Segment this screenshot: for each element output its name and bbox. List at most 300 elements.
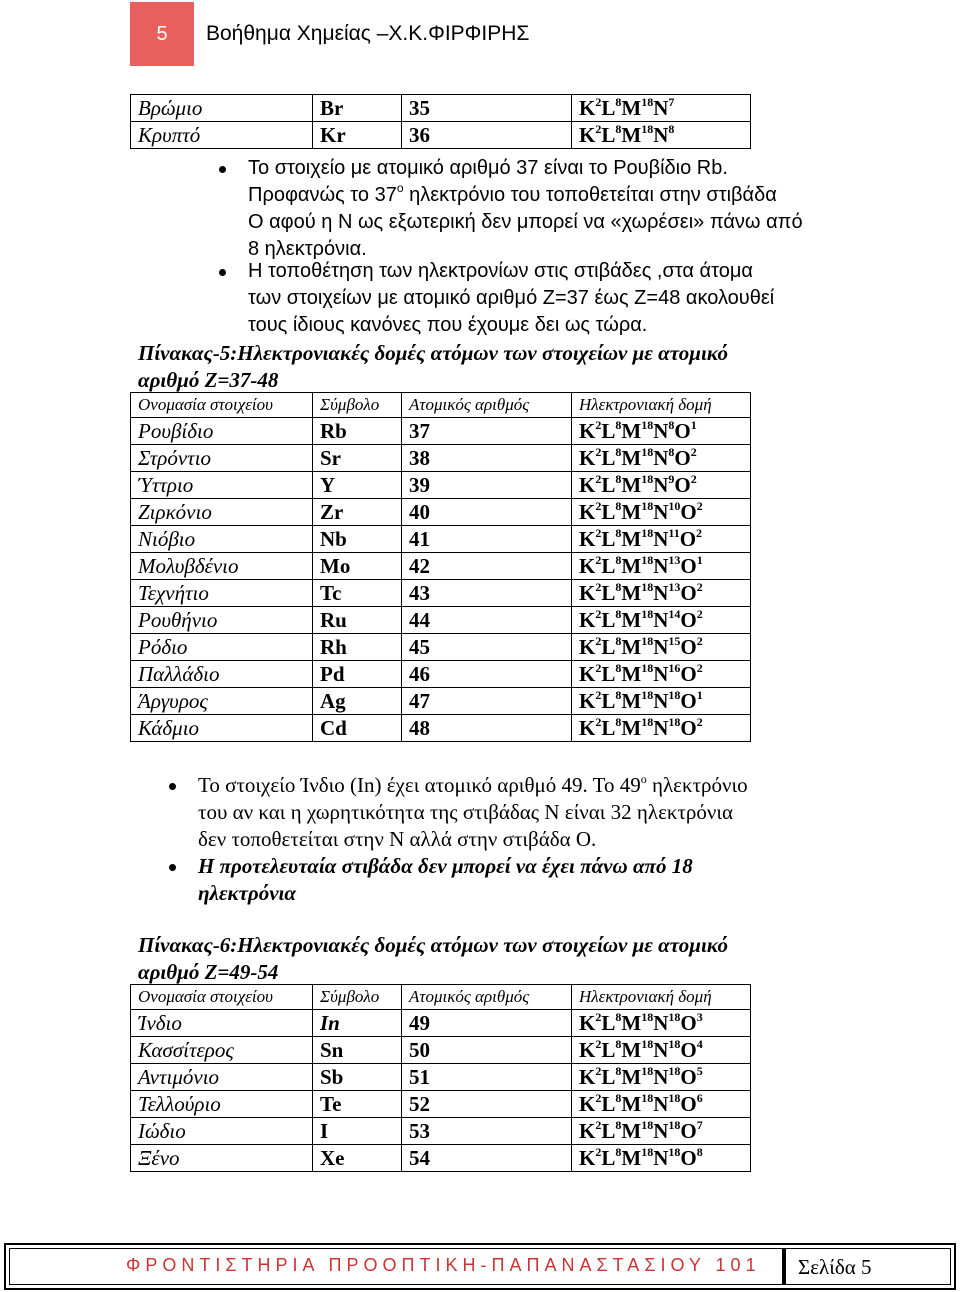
footer-divider	[782, 1248, 786, 1285]
symbol-cell: Zr	[313, 499, 402, 526]
electron-config-cell	[572, 607, 751, 634]
shell-count: 2	[595, 1037, 602, 1051]
electron-config-cell	[572, 418, 751, 445]
atomic-number-cell: 45	[402, 634, 572, 661]
atomic-number-cell: 44	[402, 607, 572, 634]
symbol-cell: Br	[313, 95, 402, 122]
bullet-dot-icon	[219, 166, 226, 173]
element-name-cell: Ρουβίδιο	[131, 418, 313, 445]
shell-count: 14	[668, 607, 681, 621]
table-row	[131, 418, 751, 445]
shell-letter: M	[621, 500, 642, 524]
shell-letter: O	[679, 527, 697, 551]
shell-letter: K	[579, 662, 596, 686]
shell-count: 8	[696, 1145, 703, 1159]
shell-count: 2	[696, 499, 703, 513]
shell-letter: K	[579, 581, 596, 605]
shell-count: 1	[690, 418, 697, 432]
shell-letter: O	[680, 1038, 697, 1062]
atomic-number-cell: 54	[402, 1145, 572, 1172]
shell-count: 18	[641, 1118, 654, 1132]
shell-count: 4	[696, 1037, 703, 1051]
shell-letter: M	[621, 1011, 642, 1035]
shell-letter: O	[680, 1065, 697, 1089]
shell-count: 2	[696, 607, 703, 621]
electron-config-cell	[572, 580, 751, 607]
table-row	[131, 1091, 751, 1118]
electron-config-cell	[572, 1145, 751, 1172]
shell-count: 8	[615, 445, 622, 459]
table-row	[131, 122, 751, 149]
electron-config-cell	[572, 95, 751, 122]
atomic-number-cell: 35	[402, 95, 572, 122]
shell-count: 2	[595, 607, 602, 621]
element-name-cell: Ρόδιο	[131, 634, 313, 661]
shell-letter: M	[621, 635, 642, 659]
bullet-rule-text: Η προτελευταία στιβάδα δεν μπορεί να έχει πάνω από 18 ηλεκτρόνια	[198, 853, 693, 907]
shell-count: 13	[668, 553, 681, 567]
shell-count: 2	[595, 634, 602, 648]
shell-count: 18	[668, 715, 681, 729]
shell-letter: M	[621, 716, 642, 740]
shell-letter: N	[653, 1119, 669, 1143]
shell-letter: L	[601, 581, 616, 605]
symbol-cell: Xe	[313, 1145, 402, 1172]
shell-count: 2	[595, 688, 602, 702]
shell-count: 18	[641, 1145, 654, 1159]
table-row	[131, 526, 751, 553]
shell-count: 2	[595, 418, 602, 432]
electron-config-cell	[572, 472, 751, 499]
shell-letter: M	[621, 419, 642, 443]
shell-letter: L	[601, 1092, 616, 1116]
shell-letter: N	[653, 123, 669, 147]
header-cell: Ονομασία στοιχείου	[131, 393, 313, 418]
symbol-cell: Sn	[313, 1037, 402, 1064]
shell-letter: O	[680, 635, 697, 659]
shell-count: 18	[668, 1118, 681, 1132]
shell-count: 2	[595, 472, 602, 486]
header-cell: Σύμβολο	[313, 985, 402, 1010]
symbol-cell: Sr	[313, 445, 402, 472]
atomic-number-cell: 42	[402, 553, 572, 580]
atomic-number-cell: 50	[402, 1037, 572, 1064]
table-row	[131, 1010, 751, 1037]
shell-count: 18	[641, 580, 654, 594]
shell-letter: O	[680, 662, 697, 686]
element-name-cell: Ιώδιο	[131, 1118, 313, 1145]
shell-letter: L	[601, 635, 616, 659]
element-name-cell: Τελλούριο	[131, 1091, 313, 1118]
bullet-dot-icon	[169, 864, 176, 871]
shell-letter: M	[621, 527, 642, 551]
table-row	[131, 607, 751, 634]
shell-letter: N	[653, 96, 669, 120]
shell-letter: K	[579, 527, 596, 551]
shell-letter: L	[601, 554, 616, 578]
shell-count: 2	[690, 445, 697, 459]
shell-count: 8	[615, 634, 622, 648]
element-name-cell: Βρώμιο	[131, 95, 313, 122]
shell-letter: M	[621, 662, 642, 686]
atomic-number-cell: 53	[402, 1118, 572, 1145]
shell-letter: N	[653, 419, 669, 443]
shell-letter: N	[653, 635, 669, 659]
shell-letter: O	[680, 689, 697, 713]
shell-count: 5	[696, 1064, 703, 1078]
symbol-cell: Tc	[313, 580, 402, 607]
shell-count: 3	[696, 1010, 703, 1024]
footer-school-name: ΦΡΟΝΤΙΣΤΗΡΙΑ ΠΡΟΟΠΤΙΚΗ-ΠΑΠΑΝΑΣΤΑΣΙΟΥ 101	[126, 1255, 761, 1275]
shell-count: 2	[696, 661, 703, 675]
element-name-cell: Ρουθήνιο	[131, 607, 313, 634]
shell-letter: L	[601, 1038, 616, 1062]
shell-count: 8	[615, 607, 622, 621]
electron-config-cell	[572, 634, 751, 661]
shell-count: 2	[595, 445, 602, 459]
shell-letter: O	[680, 1011, 697, 1035]
shell-letter: N	[653, 662, 669, 686]
element-name-cell: Κρυπτό	[131, 122, 313, 149]
electron-config-cell	[572, 553, 751, 580]
table-row	[131, 472, 751, 499]
shell-count: 18	[641, 715, 654, 729]
table5-caption: Πίνακας-5:Ηλεκτρονιακές δομές ατόμων των στοιχείων με ατομικό αριθμό Ζ=37-48	[138, 341, 729, 392]
shell-count: 18	[668, 1037, 681, 1051]
shell-count: 8	[615, 1064, 622, 1078]
shell-letter: N	[653, 1011, 669, 1035]
shell-count: 15	[668, 634, 681, 648]
symbol-cell: Rb	[313, 418, 402, 445]
shell-count: 13	[668, 580, 681, 594]
bullet-rb-text: Το στοιχείο με ατομικό αριθμό 37 είναι το Ρουβίδιο Rb. Προφανώς το $37^o$ ηλεκτρόνιο του τοποθετείται στην στιβάδα Ο αφού η Ν ως εξωτερική δεν μπορεί να «χωρέσει» πάνω από 8 ηλεκτρόνια.	[248, 155, 803, 263]
header-cell: Ονομασία στοιχείου	[131, 985, 313, 1010]
symbol-cell: Mo	[313, 553, 402, 580]
shell-count: 1	[696, 688, 703, 702]
electron-config-cell	[572, 1118, 751, 1145]
table-row	[131, 688, 751, 715]
element-name-cell: Κασσίτερος	[131, 1037, 313, 1064]
electron-config-cell	[572, 688, 751, 715]
electron-config-cell	[572, 1091, 751, 1118]
shell-count: 8	[668, 418, 675, 432]
atomic-number-cell: 47	[402, 688, 572, 715]
shell-letter: N	[653, 1065, 669, 1089]
shell-letter: L	[601, 527, 616, 551]
symbol-cell: Y	[313, 472, 402, 499]
atomic-number-cell: 38	[402, 445, 572, 472]
shell-count: 2	[595, 1091, 602, 1105]
electron-config-cell	[572, 1064, 751, 1091]
atomic-number-cell: 52	[402, 1091, 572, 1118]
shell-count: 6	[696, 1091, 703, 1105]
page-footer	[4, 1243, 956, 1290]
element-name-cell: Τεχνήτιο	[131, 580, 313, 607]
shell-count: 2	[595, 499, 602, 513]
shell-count: 18	[641, 499, 654, 513]
shell-letter: O	[680, 554, 697, 578]
element-name-cell: Νιόβιο	[131, 526, 313, 553]
element-name-cell: Ξένο	[131, 1145, 313, 1172]
shell-letter: N	[653, 581, 669, 605]
table6-header-row	[131, 985, 751, 1010]
element-name-cell: Άργυρος	[131, 688, 313, 715]
shell-letter: O	[680, 608, 697, 632]
shell-count: 2	[696, 634, 703, 648]
header-cell: Ατομικός αριθμός	[402, 985, 572, 1010]
table-row	[131, 95, 751, 122]
footer-page-label: Σελίδα 5	[798, 1255, 872, 1279]
shell-count: 8	[615, 1145, 622, 1159]
shell-count: 2	[595, 95, 602, 109]
element-name-cell: Στρόντιο	[131, 445, 313, 472]
shell-count: 2	[595, 1010, 602, 1024]
shell-letter: N	[653, 689, 669, 713]
shell-letter: K	[579, 446, 596, 470]
shell-letter: K	[579, 1011, 596, 1035]
shell-letter: O	[680, 1119, 697, 1143]
shell-count: 2	[595, 1064, 602, 1078]
shell-count: 8	[615, 499, 622, 513]
shell-count: 18	[641, 1064, 654, 1078]
shell-count: 8	[615, 553, 622, 567]
shell-count: 10	[668, 499, 681, 513]
shell-letter: O	[680, 716, 697, 740]
symbol-cell: Ag	[313, 688, 402, 715]
table-row	[131, 553, 751, 580]
shell-letter: K	[579, 1038, 596, 1062]
shell-letter: N	[653, 527, 669, 551]
shell-count: 18	[668, 1064, 681, 1078]
shell-letter: O	[674, 446, 691, 470]
shell-letter: L	[601, 608, 616, 632]
shell-letter: M	[621, 96, 642, 120]
shell-letter: N	[653, 1146, 669, 1170]
table-row	[131, 634, 751, 661]
shell-count: 11	[668, 526, 680, 540]
shell-letter: N	[653, 446, 669, 470]
shell-letter: L	[601, 96, 616, 120]
shell-letter: M	[621, 689, 642, 713]
shell-letter: K	[579, 500, 596, 524]
shell-count: 8	[668, 445, 675, 459]
shell-count: 2	[595, 580, 602, 594]
shell-count: 2	[696, 580, 703, 594]
shell-letter: M	[621, 473, 642, 497]
atomic-number-cell: 43	[402, 580, 572, 607]
shell-count: 18	[641, 526, 654, 540]
shell-letter: L	[601, 473, 616, 497]
electron-config-cell	[572, 1010, 751, 1037]
shell-letter: O	[680, 1092, 697, 1116]
shell-count: 8	[615, 122, 622, 136]
shell-letter: O	[680, 500, 697, 524]
symbol-cell: Sb	[313, 1064, 402, 1091]
shell-count: 8	[615, 1091, 622, 1105]
table5-header-row	[131, 393, 751, 418]
shell-letter: L	[601, 123, 616, 147]
shell-letter: K	[579, 1092, 596, 1116]
shell-letter: L	[601, 1146, 616, 1170]
page-header-title: Βοήθημα Χημείας –Χ.Κ.ΦΙΡΦΙΡΗΣ	[206, 22, 530, 45]
continued-table	[130, 94, 751, 149]
symbol-cell: Ru	[313, 607, 402, 634]
shell-letter: K	[579, 608, 596, 632]
table-row	[131, 1118, 751, 1145]
electron-config-cell	[572, 499, 751, 526]
element-name-cell: Ίνδιο	[131, 1010, 313, 1037]
shell-count: 1	[696, 553, 703, 567]
shell-letter: N	[653, 1038, 669, 1062]
element-name-cell: Μολυβδένιο	[131, 553, 313, 580]
shell-count: 2	[595, 1145, 602, 1159]
shell-letter: M	[621, 1038, 642, 1062]
table6-caption: Πίνακας-6:Ηλεκτρονιακές δομές ατόμων των στοιχείων με ατομικό αριθμό Ζ=49-54	[138, 933, 729, 984]
element-name-cell: Παλλάδιο	[131, 661, 313, 688]
electron-config-cell	[572, 1037, 751, 1064]
header-cell: Ηλεκτρονιακή δομή	[572, 985, 751, 1010]
electron-config-cell	[572, 445, 751, 472]
shell-count: 18	[641, 607, 654, 621]
shell-letter: M	[621, 1092, 642, 1116]
atomic-number-cell: 41	[402, 526, 572, 553]
table6	[130, 984, 751, 1172]
electron-config-cell	[572, 122, 751, 149]
shell-letter: L	[601, 419, 616, 443]
shell-count: 8	[615, 715, 622, 729]
shell-count: 18	[641, 1010, 654, 1024]
shell-count: 8	[615, 472, 622, 486]
shell-count: 18	[641, 688, 654, 702]
symbol-cell: Pd	[313, 661, 402, 688]
shell-letter: K	[579, 1146, 596, 1170]
shell-letter: K	[579, 689, 596, 713]
table-row	[131, 715, 751, 742]
shell-letter: M	[621, 554, 642, 578]
atomic-number-cell: 51	[402, 1064, 572, 1091]
shell-letter: N	[653, 1092, 669, 1116]
table-row	[131, 1145, 751, 1172]
shell-count: 18	[641, 634, 654, 648]
atomic-number-cell: 40	[402, 499, 572, 526]
atomic-number-cell: 37	[402, 418, 572, 445]
shell-count: 2	[595, 715, 602, 729]
symbol-cell: Kr	[313, 122, 402, 149]
shell-count: 8	[668, 122, 675, 136]
shell-count: 8	[615, 688, 622, 702]
shell-count: 7	[696, 1118, 703, 1132]
page-number-box	[130, 2, 194, 66]
header-cell: Ηλεκτρονιακή δομή	[572, 393, 751, 418]
table-row	[131, 1064, 751, 1091]
shell-count: 18	[641, 1091, 654, 1105]
shell-count: 2	[595, 553, 602, 567]
shell-count: 7	[668, 95, 675, 109]
table-row	[131, 661, 751, 688]
symbol-cell: I	[313, 1118, 402, 1145]
shell-count: 8	[615, 418, 622, 432]
table-row	[131, 445, 751, 472]
atomic-number-cell: 49	[402, 1010, 572, 1037]
shell-letter: K	[579, 554, 596, 578]
shell-letter: M	[621, 1146, 642, 1170]
shell-count: 8	[615, 580, 622, 594]
shell-count: 2	[595, 1118, 602, 1132]
shell-letter: M	[621, 1119, 642, 1143]
shell-count: 18	[668, 1145, 681, 1159]
shell-count: 8	[615, 1037, 622, 1051]
bullet-placement-text: Η τοποθέτηση των ηλεκτρονίων στις στιβάδες ,στα άτομα των στοιχείων με ατομικό αριθμό Ζ=37 έως Ζ=48 ακολουθεί τους ίδιους κανόνες που έχουμε δει ως τώρα.	[248, 258, 774, 339]
bullet-indium-text: Το στοιχείο Ίνδιο (In) έχει ατομικό αριθμό 49. Το $49^o$ ηλεκτρόνιο του αν και η χωρητικότητα της στιβάδας Ν είναι 32 ηλεκτρόνια δεν τοποθετείται στην Ν αλλά στην στιβάδα Ο.	[198, 772, 748, 853]
shell-letter: L	[601, 662, 616, 686]
atomic-number-cell: 36	[402, 122, 572, 149]
shell-letter: L	[601, 500, 616, 524]
shell-count: 16	[668, 661, 681, 675]
atomic-number-cell: 39	[402, 472, 572, 499]
symbol-cell: Nb	[313, 526, 402, 553]
shell-count: 8	[615, 1010, 622, 1024]
shell-count: 8	[615, 1118, 622, 1132]
shell-letter: K	[579, 473, 596, 497]
shell-count: 18	[641, 445, 654, 459]
shell-count: 18	[668, 1010, 681, 1024]
table-row	[131, 499, 751, 526]
shell-letter: O	[680, 581, 697, 605]
shell-count: 18	[641, 122, 654, 136]
shell-letter: K	[579, 1065, 596, 1089]
shell-letter: M	[621, 608, 642, 632]
bullet-dot-icon	[219, 269, 226, 276]
bullet-dot-icon	[169, 783, 176, 790]
shell-letter: L	[601, 446, 616, 470]
shell-letter: N	[653, 716, 669, 740]
shell-letter: M	[621, 1065, 642, 1089]
element-name-cell: Ζιρκόνιο	[131, 499, 313, 526]
shell-letter: L	[601, 716, 616, 740]
shell-count: 2	[690, 472, 697, 486]
shell-count: 18	[641, 95, 654, 109]
shell-letter: N	[653, 500, 669, 524]
element-name-cell: Κάδμιο	[131, 715, 313, 742]
symbol-cell: In	[313, 1010, 402, 1037]
atomic-number-cell: 46	[402, 661, 572, 688]
shell-letter: K	[579, 1119, 596, 1143]
table-row	[131, 580, 751, 607]
shell-count: 18	[641, 661, 654, 675]
element-name-cell: Αντιμόνιο	[131, 1064, 313, 1091]
page-number: 5	[156, 22, 168, 45]
shell-count: 18	[641, 472, 654, 486]
shell-letter: L	[601, 1119, 616, 1143]
shell-letter: K	[579, 123, 596, 147]
electron-config-cell	[572, 715, 751, 742]
shell-count: 18	[668, 1091, 681, 1105]
shell-count: 8	[615, 95, 622, 109]
shell-letter: N	[653, 554, 669, 578]
atomic-number-cell: 48	[402, 715, 572, 742]
shell-letter: O	[674, 473, 691, 497]
shell-count: 2	[595, 526, 602, 540]
shell-count: 2	[696, 715, 703, 729]
shell-count: 2	[696, 526, 703, 540]
shell-count: 18	[641, 1037, 654, 1051]
shell-letter: L	[601, 689, 616, 713]
electron-config-cell	[572, 526, 751, 553]
symbol-cell: Te	[313, 1091, 402, 1118]
shell-count: 18	[668, 688, 681, 702]
shell-count: 2	[595, 122, 602, 136]
header-cell: Σύμβολο	[313, 393, 402, 418]
